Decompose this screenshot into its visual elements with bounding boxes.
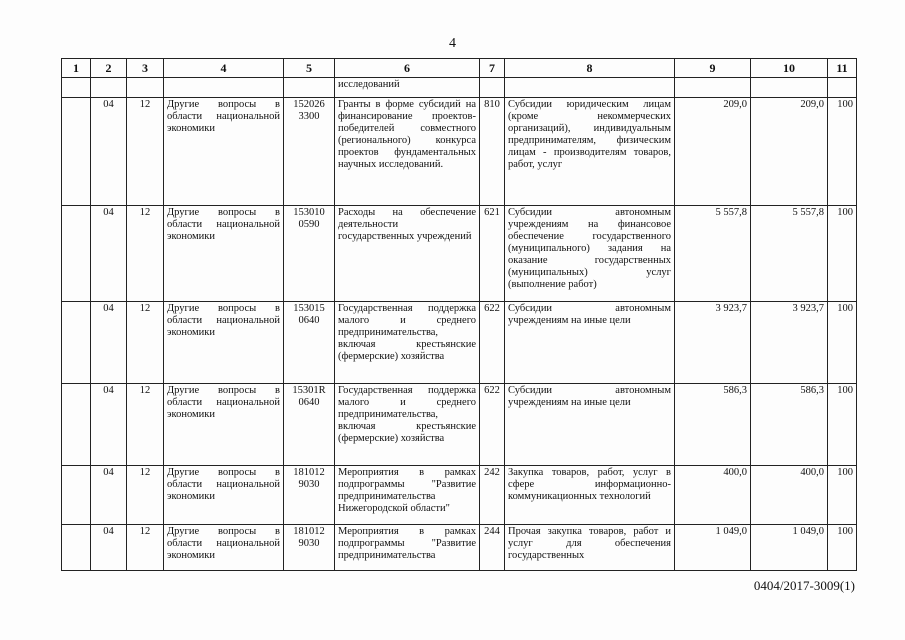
- amount-executed: 586,3: [751, 384, 828, 466]
- target-article: 153015 0640: [284, 302, 335, 384]
- table-row: [62, 302, 857, 384]
- header-row: [62, 59, 857, 78]
- table-row: [62, 384, 857, 466]
- subsection-code: 12: [127, 525, 164, 571]
- amount-executed: 1 049,0: [751, 525, 828, 571]
- article-name: Государственная поддержка малого и среднего предпринимательства, включая крестьянские (фермерские) хозяйства: [335, 384, 480, 466]
- col-header-2: 2: [91, 59, 127, 78]
- table-row: [62, 466, 857, 525]
- amount-executed: 209,0: [751, 98, 828, 206]
- page-number: 4: [449, 36, 456, 51]
- expense-type: 621: [480, 206, 505, 302]
- amount-executed: 400,0: [751, 466, 828, 525]
- execution-percent: 100: [828, 466, 857, 525]
- section-code: 04: [91, 206, 127, 302]
- target-article: 181012 9030: [284, 525, 335, 571]
- expense-type: 622: [480, 302, 505, 384]
- subsection-code: 12: [127, 466, 164, 525]
- document-code: 0404/2017-3009(1): [753, 578, 855, 593]
- amount-planned: 3 923,7: [675, 302, 751, 384]
- article-name: Мероприятия в рамках подпрограммы "Развитие предпринимательства: [335, 525, 480, 571]
- col-header-3: 3: [127, 59, 164, 78]
- subsection-code: 12: [127, 206, 164, 302]
- col-header-5: 5: [284, 59, 335, 78]
- col-header-6: 6: [335, 59, 480, 78]
- amount-planned: 209,0: [675, 98, 751, 206]
- col-header-7: 7: [480, 59, 505, 78]
- article-name: Государственная поддержка малого и среднего предпринимательства, включая крестьянские (фермерские) хозяйства: [335, 302, 480, 384]
- amount-planned: 400,0: [675, 466, 751, 525]
- article-name: Мероприятия в рамках подпрограммы "Развитие предпринимательства Нижегородской области": [335, 466, 480, 525]
- section-code: 04: [91, 384, 127, 466]
- subsection-code: 12: [127, 98, 164, 206]
- table-row: [62, 206, 857, 302]
- table-row: [62, 525, 857, 571]
- article-name: Гранты в форме субсидий на финансирование проектов-победителей совместного (регионального) конкурса проектов фундаментальных научных исследований.: [335, 98, 480, 206]
- execution-percent: 100: [828, 206, 857, 302]
- section-name: Другие вопросы в области национальной экономики: [164, 302, 284, 384]
- amount-executed: 3 923,7: [751, 302, 828, 384]
- expense-type: 242: [480, 466, 505, 525]
- expense-type: 244: [480, 525, 505, 571]
- section-name: Другие вопросы в области национальной экономики: [164, 525, 284, 571]
- section-code: 04: [91, 98, 127, 206]
- section-name: Другие вопросы в области национальной экономики: [164, 466, 284, 525]
- target-article: 15301R 0640: [284, 384, 335, 466]
- execution-percent: 100: [828, 98, 857, 206]
- subsection-code: 12: [127, 302, 164, 384]
- amount-planned: 5 557,8: [675, 206, 751, 302]
- col-header-11: 11: [828, 59, 857, 78]
- section-code: 04: [91, 466, 127, 525]
- target-article: 153010 0590: [284, 206, 335, 302]
- section-code: 04: [91, 302, 127, 384]
- continuation-text: исследований: [335, 78, 480, 98]
- section-code: 04: [91, 525, 127, 571]
- execution-percent: 100: [828, 384, 857, 466]
- expense-type-name: Субсидии юридическим лицам (кроме некоммерческих организаций), индивидуальным предпринимателям, физическим лицам - производителям товаров, работ, услуг: [505, 98, 675, 206]
- execution-percent: 100: [828, 302, 857, 384]
- expense-type-name: Субсидии автономным учреждениям на финансовое обеспечение государственного (муниципального) задания на оказание государственных (муниципальных) услуг (выполнение работ): [505, 206, 675, 302]
- expense-type-name: Субсидии автономным учреждениям на иные цели: [505, 384, 675, 466]
- expense-type-name: Прочая закупка товаров, работ и услуг для обеспечения государственных: [505, 525, 675, 571]
- continuation-row: [62, 78, 857, 98]
- amount-executed: 5 557,8: [751, 206, 828, 302]
- amount-planned: 586,3: [675, 384, 751, 466]
- col-header-4: 4: [164, 59, 284, 78]
- expense-type: 622: [480, 384, 505, 466]
- target-article: 181012 9030: [284, 466, 335, 525]
- table-row: [62, 98, 857, 206]
- expense-type-name: Субсидии автономным учреждениям на иные цели: [505, 302, 675, 384]
- col-header-1: 1: [62, 59, 91, 78]
- col-header-8: 8: [505, 59, 675, 78]
- col-header-9: 9: [675, 59, 751, 78]
- col-header-10: 10: [751, 59, 828, 78]
- target-article: 152026 3300: [284, 98, 335, 206]
- article-name: Расходы на обеспечение деятельности государственных учреждений: [335, 206, 480, 302]
- subsection-code: 12: [127, 384, 164, 466]
- amount-planned: 1 049,0: [675, 525, 751, 571]
- section-name: Другие вопросы в области национальной экономики: [164, 206, 284, 302]
- expense-type-name: Закупка товаров, работ, услуг в сфере информационно-коммуникационных технологий: [505, 466, 675, 525]
- expense-type: 810: [480, 98, 505, 206]
- section-name: Другие вопросы в области национальной экономики: [164, 384, 284, 466]
- execution-percent: 100: [828, 525, 857, 571]
- section-name: Другие вопросы в области национальной экономики: [164, 98, 284, 206]
- budget-table: [61, 58, 857, 571]
